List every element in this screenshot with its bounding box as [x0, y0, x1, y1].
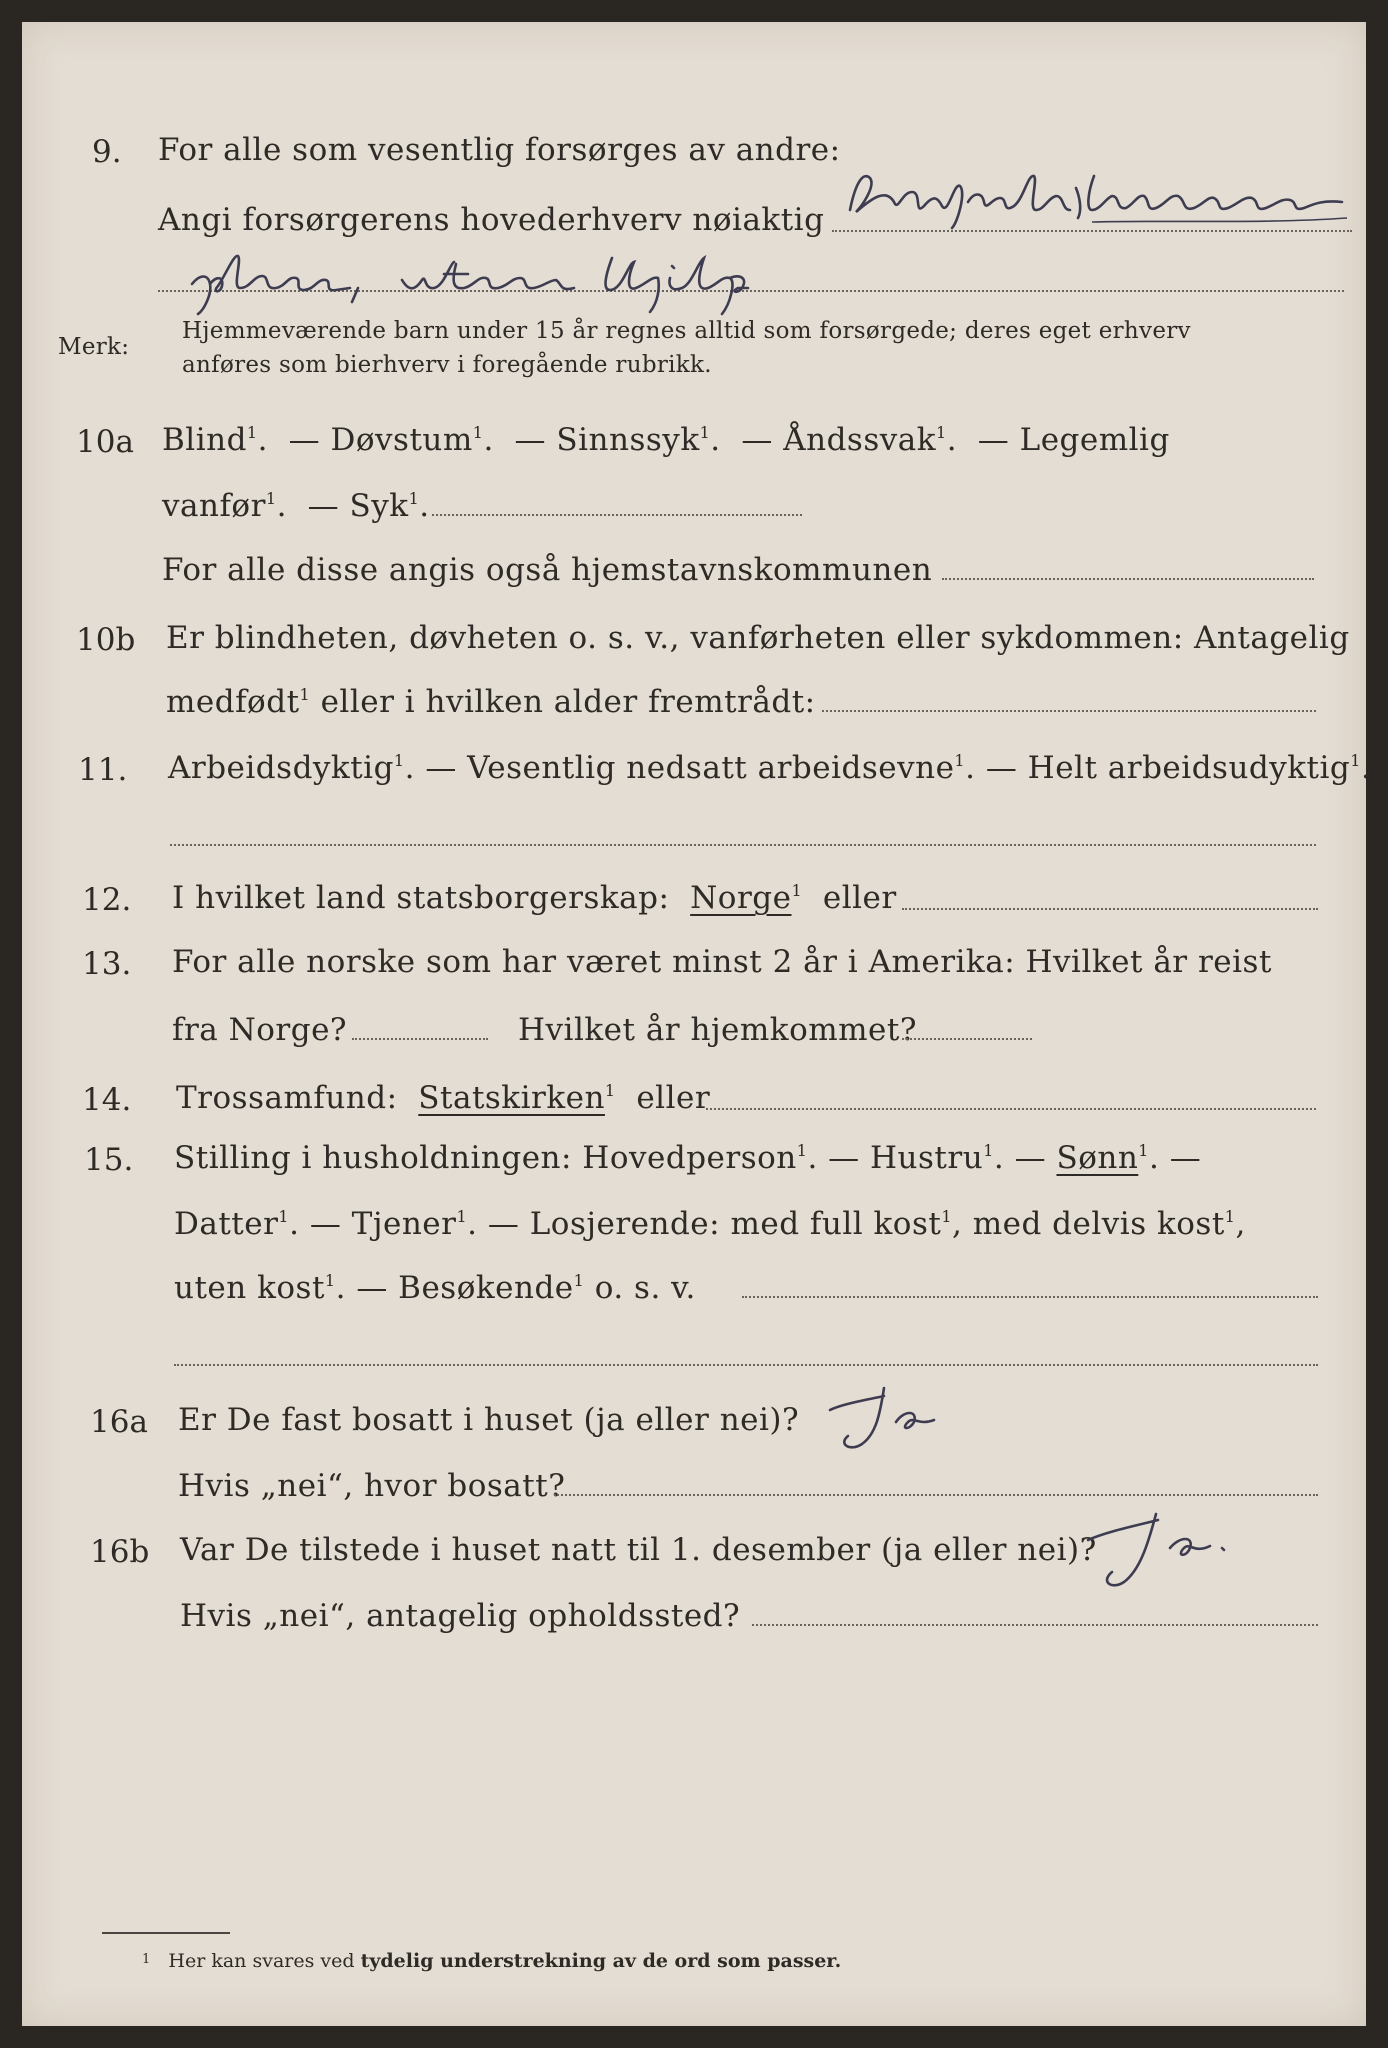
q13-hjemkommet-line — [902, 1038, 1032, 1040]
q16a-line1: Er De fast bosatt i huset (ja eller nei)? — [178, 1402, 800, 1438]
q10a-line1: Blind$^1$. — Døvstum$^1$. — Sinnssyk$^1$. — Åndssvak$^1$. — Legemlig — [162, 422, 1170, 458]
q10a-line3: For alle disse angis også hjemstavnskommunen — [162, 552, 933, 588]
q10b-answer-line — [822, 710, 1316, 712]
q9-line1: For alle som vesentlig forsørges av andre: — [158, 132, 841, 168]
q9-line2: Angi forsørgerens hovederhverv nøiaktig — [158, 202, 825, 238]
q11-answer-line — [170, 844, 1316, 846]
q15-line2: Datter$^1$. — Tjener$^1$. — Losjerende: med full kost$^1$, med delvis kost$^1$, — [174, 1206, 1246, 1242]
q16a-handwritten-answer — [822, 1374, 1002, 1454]
q14-answer-line — [706, 1108, 1316, 1110]
q11-line: Arbeidsdyktig$^1$. — Vesentlig nedsatt arbeidsevne$^1$. — Helt arbeidsudyktig$^1$. — [168, 750, 1372, 786]
q10a-option-dovstum: — Døvstum — [288, 422, 473, 458]
q12-line: I hvilket land statsborgerskap: Norge$^1$ eller — [172, 880, 897, 916]
q10b-line2: medfødt$^1$ eller i hvilken alder fremtrådt: — [166, 684, 816, 720]
q10a-line2: vanfør$^1$. — Syk$^1$. — [162, 488, 430, 524]
q10b-number: 10b — [76, 622, 136, 658]
q9-handwritten-answer2 — [182, 244, 842, 314]
q16b-handwritten-answer — [1082, 1500, 1282, 1590]
q12-answer-line — [902, 908, 1318, 910]
q16a-number: 16a — [90, 1404, 148, 1440]
q14-line: Trossamfund: Statskirken$^1$ eller — [176, 1080, 711, 1116]
footnote-rule — [102, 1932, 230, 1934]
q16a-handwriting-stroke — [822, 1374, 1002, 1454]
q16a-line2: Hvis „nei“, hvor bosatt? — [178, 1468, 566, 1504]
q15-line1: Stilling i husholdningen: Hovedperson$^1$. — Hustru$^1$. — Sønn$^1$. — — [174, 1140, 1202, 1176]
q10a-option-vanfor: vanfør — [162, 488, 266, 524]
q12-underlined-norge: Norge — [690, 880, 792, 916]
q9-handwriting-stroke1 — [842, 162, 1352, 232]
q15-line3: uten kost$^1$. — Besøkende$^1$ o. s. v. — [174, 1270, 696, 1306]
q10a-option-syk: — Syk — [307, 488, 409, 524]
q13-line1: For alle norske som har været minst 2 år i Amerika: Hvilket år reist — [172, 944, 1272, 980]
q15-answer-line — [742, 1296, 1318, 1298]
census-form-page — [22, 22, 1372, 2026]
q14-underlined-statskirken: Statskirken — [418, 1080, 605, 1116]
q13-reist-line — [352, 1038, 488, 1040]
q11-number: 11. — [78, 752, 128, 788]
q10a-option-andssvak: — Åndssvak — [741, 422, 937, 458]
q10a-option-legemlig: — Legemlig — [977, 422, 1170, 458]
q16b-line2: Hvis „nei“, antagelig opholdssted? — [180, 1598, 741, 1634]
q14-number: 14. — [82, 1082, 132, 1118]
q9-number: 9. — [92, 134, 122, 170]
q13-line2a: fra Norge? — [172, 1012, 348, 1048]
q10a-answer-line — [432, 514, 802, 516]
merk-label: Merk: — [58, 334, 130, 360]
q16a-answer-line — [554, 1494, 1318, 1496]
q10a-option-sinnssyk: — Sinnssyk — [514, 422, 700, 458]
q10b-line1: Er blindheten, døvheten o. s. v., vanførheten eller sykdommen: Antagelig — [166, 620, 1350, 656]
footnote: $^1$ Her kan svares ved tydelig understrekning av de ord som passer. — [142, 1950, 842, 1972]
q16b-line1: Var De tilstede i huset natt til 1. desember (ja eller nei)? — [180, 1532, 1097, 1568]
q16b-answer-line — [752, 1624, 1318, 1626]
merk-line2: anføres som bierhverv i foregående rubrikk. — [182, 352, 712, 378]
q15-underlined-sonn: Sønn — [1056, 1140, 1139, 1176]
q13-number: 13. — [82, 946, 132, 982]
q9-handwriting-stroke2 — [182, 244, 842, 314]
q16b-handwriting-stroke — [1082, 1500, 1282, 1590]
q9-handwritten-answer1 — [842, 162, 1352, 232]
q12-number: 12. — [82, 882, 132, 918]
q10a-number: 10a — [76, 424, 134, 460]
q10a-hjemstavn-line — [942, 578, 1314, 580]
q16b-number: 16b — [90, 1534, 150, 1570]
q10a-option-blind: Blind — [162, 422, 247, 458]
q15-answer-line2 — [174, 1364, 1318, 1366]
merk-line1: Hjemmeværende barn under 15 år regnes alltid som forsørgede; deres eget erhverv — [182, 318, 1191, 344]
q15-number: 15. — [84, 1142, 134, 1178]
q13-line2b: Hvilket år hjemkommet? — [518, 1012, 917, 1048]
